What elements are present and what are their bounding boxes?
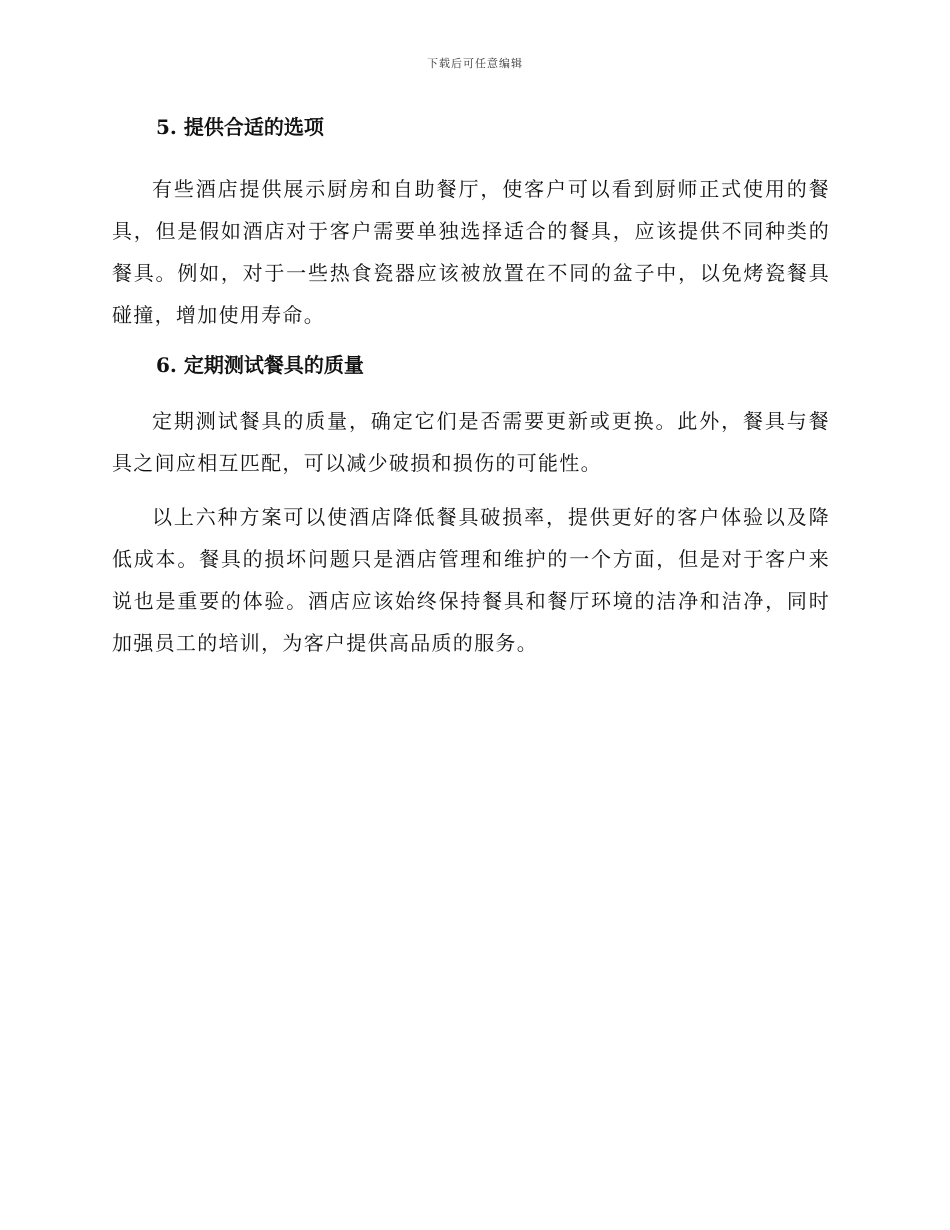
conclusion-paragraph: 以上六种方案可以使酒店降低餐具破损率，提供更好的客户体验以及降低成本。餐具的损坏问题只是酒店管理和维护的一个方面，但是对于客户来说也是重要的体验。酒店应该始终保持餐具和餐厅环境的洁净和洁净，同时加强员工的培训，为客户提供高品质的服务。 [112, 505, 830, 655]
page-header-note: 下载后可任意编辑 [427, 57, 523, 70]
section-paragraph-5: 有些酒店提供展示厨房和自助餐厅，使客户可以看到厨师正式使用的餐具，但是假如酒店对于客户需要单独选择适合的餐具，应该提供不同种类的餐具。例如，对于一些热食瓷器应该被放置在不同的盆子中，以免烤瓷餐具碰撞，增加使用寿命。 [112, 177, 830, 327]
section-heading-5: 5. 提供合适的选项 [156, 115, 324, 139]
section-paragraph-6: 定期测试餐具的质量，确定它们是否需要更新或更换。此外，餐具与餐具之间应相互匹配，可以减少破损和损伤的可能性。 [112, 409, 830, 475]
section-heading-6: 6. 定期测试餐具的质量 [156, 353, 364, 377]
document-body [112, 112, 830, 664]
